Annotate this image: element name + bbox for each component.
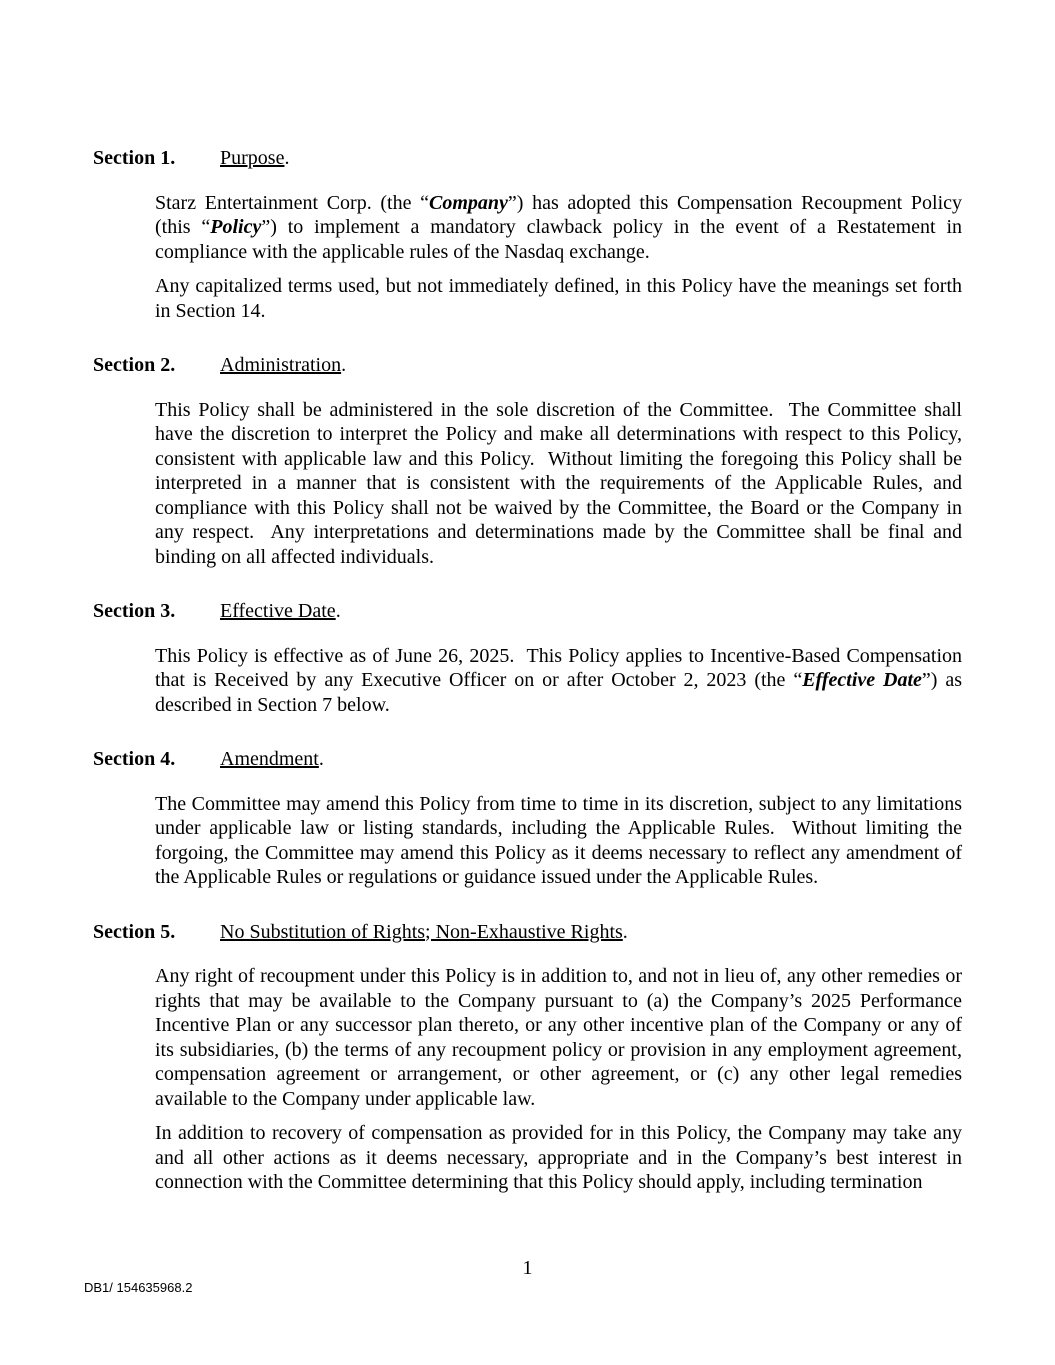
- paragraph: [93, 398, 962, 570]
- section-title-suffix: .: [318, 748, 324, 770]
- page-number: 1: [522, 1257, 533, 1279]
- section-number: Section 2.: [93, 354, 176, 376]
- text-run: In addition to recovery of compensation as provided for in this Policy, the Company may take any and all other actions as it deems necessary, appropriate and in the Company’s best interest in connection with the Committee determining that this Policy should apply, including termination: [155, 1122, 962, 1193]
- text-run: The Committee may amend this Policy from time to time in its discretion, subject to any limitations under applicable law or listing standards, including the Applicable Rules. Without limiting the forgoing, the Committee may amend this Policy as it deems necessary to reflect any amendment of the Applicable Rules or regulations or guidance issued under the Applicable Rules.: [155, 792, 962, 888]
- section-paragraphs: [93, 964, 962, 1195]
- section-title: Purpose: [220, 147, 285, 169]
- section-paragraphs: [93, 398, 962, 570]
- section-title-suffix: .: [284, 147, 290, 169]
- paragraph: [93, 1121, 962, 1195]
- paragraph: [93, 644, 962, 718]
- section-title-suffix: .: [335, 600, 341, 622]
- section-number: Section 3.: [93, 600, 176, 622]
- section-title-suffix: .: [622, 920, 628, 943]
- section-number: Section 4.: [93, 748, 176, 770]
- defined-term: Policy: [210, 216, 262, 238]
- paragraph: [93, 274, 962, 323]
- paragraph: [93, 964, 962, 1111]
- text-run: ”) to implement a mandatory clawback policy in the event of a Restatement in compliance with the applicable rules of the Nasdaq exchange.: [155, 216, 962, 263]
- section-heading: [93, 353, 962, 378]
- document-section: [93, 569, 962, 717]
- document-body: [93, 146, 962, 1195]
- defined-term: Effective Date: [802, 669, 922, 691]
- paragraph: [93, 191, 962, 265]
- text-run: Any right of recoupment under this Policy is in addition to, and not in lieu of, any other remedies or rights that may be available to the Company pursuant to (a) the Company’s 2025 Performance Incentive Plan or any successor plan thereto, or any other incentive plan of the Company or any of its subsidiaries, (b) the terms of any recoupment policy or provision in any employment agreement, compensation agreement or arrangement, or other agreement, or (c) any other legal remedies available to the Company under applicable law.: [155, 965, 962, 1110]
- section-heading: [93, 146, 962, 171]
- text-run: Any capitalized terms used, but not immediately defined, in this Policy have the meanings set forth in Section 14.: [155, 275, 962, 322]
- section-paragraphs: [93, 644, 962, 718]
- document-section: [93, 146, 962, 323]
- section-heading: [93, 747, 962, 772]
- text-run: This Policy is effective as of June 26, 2025. This Policy applies to Incentive-Based Compensation that is Received by any Executive Officer on or after October 2, 2023 (the “: [155, 644, 962, 691]
- document-id-stamp: DB1/ 154635968.2: [84, 1280, 193, 1295]
- section-title: Effective Date: [220, 600, 336, 622]
- paragraph: [93, 792, 962, 890]
- text-run: Starz Entertainment Corp. (the “: [155, 191, 429, 214]
- section-number: Section 1.: [93, 147, 176, 169]
- section-title: No Substitution of Rights; Non-Exhaustive Rights: [220, 920, 623, 943]
- section-paragraphs: [93, 792, 962, 890]
- document-section: [93, 890, 962, 1195]
- section-paragraphs: [93, 191, 962, 324]
- text-run: This Policy shall be administered in the sole discretion of the Committee. The Committee shall have the discretion to interpret the Policy and make all determinations with respect to this Policy, consistent with applicable law and this Policy. Without limiting the foregoing this Policy shall be interpreted in a manner that is consistent with the requirements of the Applicable Rules, and compliance with this Policy shall not be waived by the Committee, the Board or the Company in any respect. Any interpretations and determinations made by the Committee shall be final and binding on all affected individuals.: [155, 398, 962, 568]
- text-run: ”) as described in Section 7 below.: [155, 669, 963, 716]
- document-section: [93, 323, 962, 569]
- text-run: ”) has adopted this Compensation Recoupment Policy (this “: [155, 191, 963, 238]
- section-title: Administration: [220, 354, 342, 376]
- section-heading: [93, 599, 962, 624]
- section-title-suffix: .: [341, 354, 347, 376]
- section-number: Section 5.: [93, 920, 176, 943]
- document-section: [93, 717, 962, 890]
- defined-term: Company: [429, 191, 508, 214]
- section-heading: [93, 920, 962, 945]
- section-title: Amendment: [220, 748, 319, 770]
